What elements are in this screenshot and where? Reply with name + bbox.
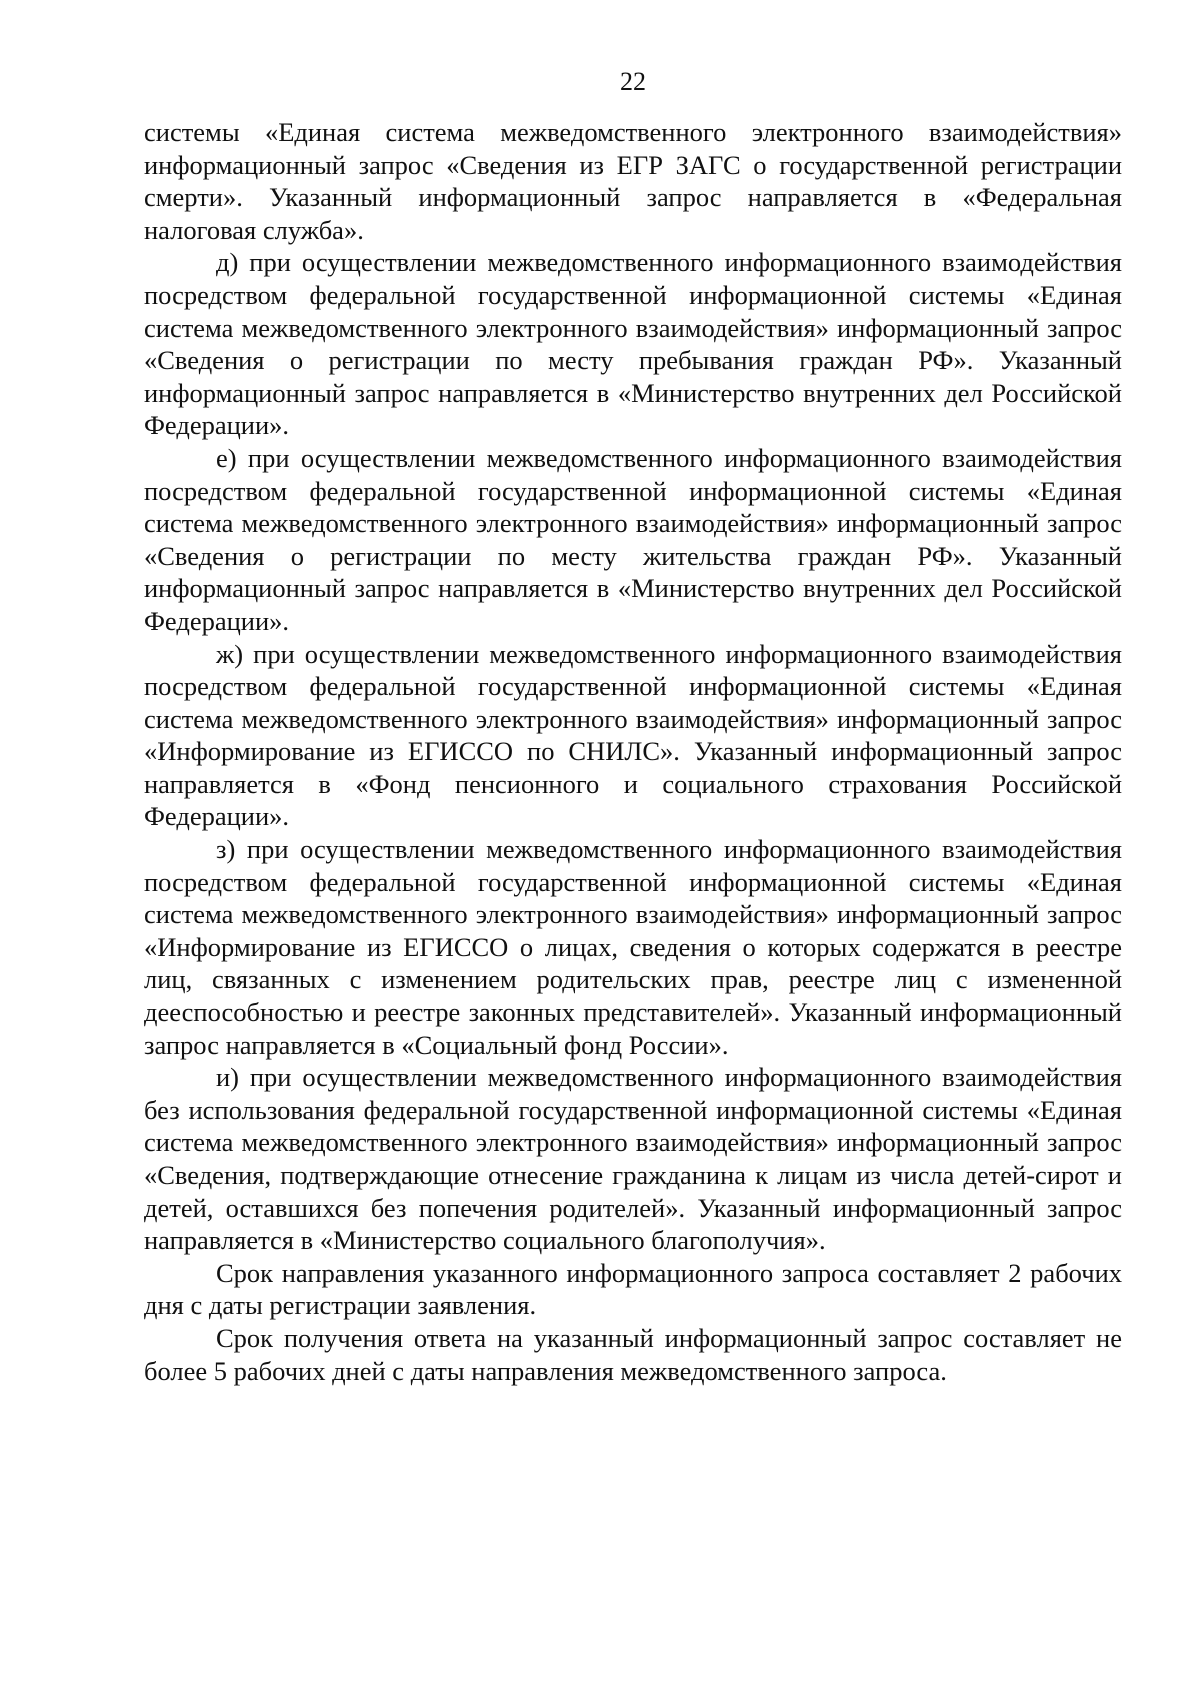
paragraph-item-zh: ж) при осуществлении межведомственного информационного взаимодействия посредством федеральной государственной информационной системы «Единая система межведомственного электронного взаимодействия» информационный запрос «Информирование из ЕГИССО по СНИЛС». Указанный информационный запрос направляется в «Фонд пенсионного и социального страхования Российской Федерации».: [144, 638, 1122, 832]
paragraph-item-e: е) при осуществлении межведомственного информационного взаимодействия посредством федеральной государственной информационной системы «Единая система межведомственного электронного взаимодействия» информационный запрос «Сведения о регистрации по месту жительства граждан РФ». Указанный информационный запрос направляется в «Министерство внутренних дел Российской Федерации».: [144, 442, 1122, 636]
paragraph-continuation: системы «Единая система межведомственного электронного взаимодействия» информационный запрос «Сведения из ЕГР ЗАГС о государственной регистрации смерти». Указанный информационный запрос направляется в «Федеральная налоговая служба».: [144, 117, 1122, 245]
paragraph-request-deadline: Срок направления указанного информационного запроса составляет 2 рабочих дня с даты регистрации заявления.: [144, 1257, 1122, 1321]
paragraph-item-z: з) при осуществлении межведомственного информационного взаимодействия посредством федеральной государственной информационной системы «Единая система межведомственного электронного взаимодействия» информационный запрос «Информирование из ЕГИССО о лицах, сведения о которых содержатся в реестре лиц, связанных с изменением родительских прав, реестре лиц с измененной дееспособностью и реестре законных представителей». Указанный информационный запрос направляется в «Социальный фонд России».: [144, 834, 1122, 1060]
page-number: 22: [620, 67, 646, 96]
paragraph-item-d: д) при осуществлении межведомственного информационного взаимодействия посредством федеральной государственной информационной системы «Единая система межведомственного электронного взаимодействия» информационный запрос «Сведения о регистрации по месту пребывания граждан РФ». Указанный информационный запрос направляется в «Министерство внутренних дел Российской Федерации».: [144, 247, 1122, 441]
document-body: [144, 116, 1122, 1387]
paragraph-response-deadline: Срок получения ответа на указанный информационный запрос составляет не более 5 рабочих дней с даты направления межведомственного запроса.: [144, 1322, 1122, 1386]
paragraph-item-i: и) при осуществлении межведомственного информационного взаимодействия без использования федеральной государственной информационной системы «Единая система межведомственного электронного взаимодействия» информационный запрос «Сведения, подтверждающие отнесение гражданина к лицам из числа детей-сирот и детей, оставшихся без попечения родителей». Указанный информационный запрос направляется в «Министерство социального благополучия».: [144, 1062, 1122, 1256]
